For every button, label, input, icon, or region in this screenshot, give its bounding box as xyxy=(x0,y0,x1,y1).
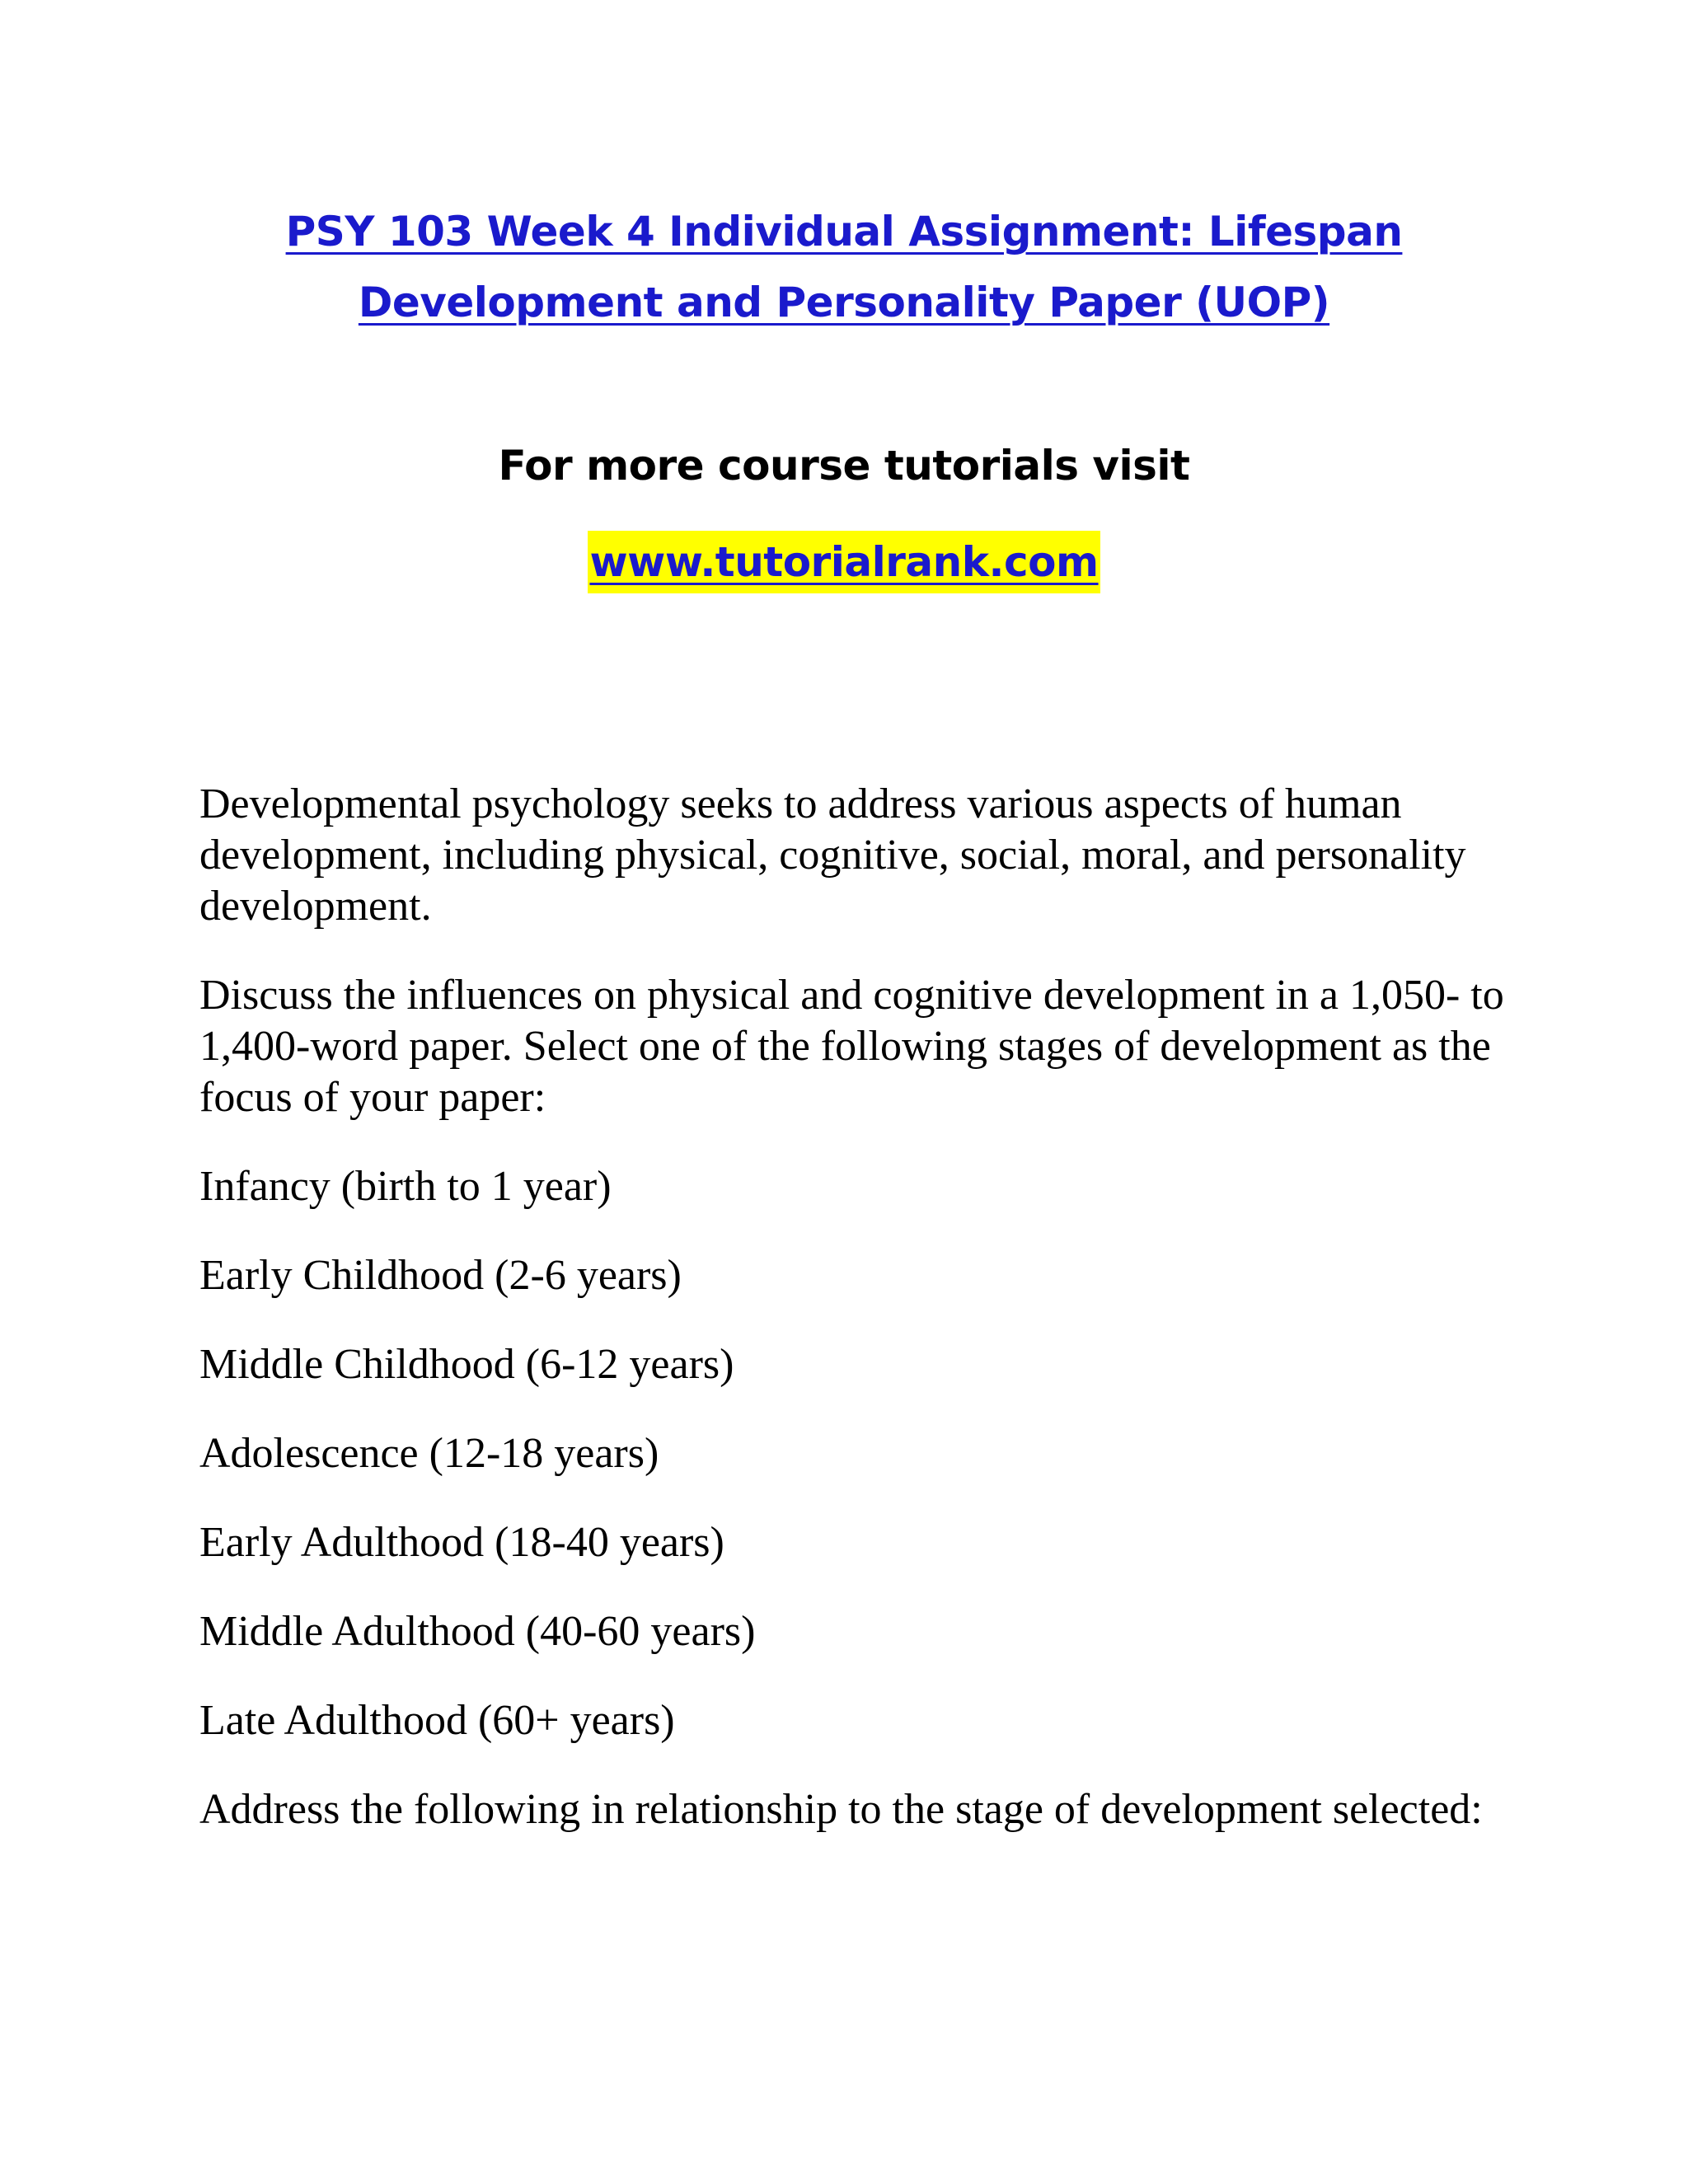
site-link-container xyxy=(0,531,1688,593)
document-body xyxy=(199,779,1518,1873)
address-paragraph: Address the following in relationship to the stage of development selected: xyxy=(199,1786,1483,1833)
stage-item: Early Childhood (2-6 years) xyxy=(199,1252,682,1299)
stage-item: Middle Childhood (6-12 years) xyxy=(199,1341,734,1388)
instructions-paragraph: Discuss the influences on physical and cognitive development in a 1,050- to 1,400-word paper. Select one of the following stages of development as the focus of your paper: xyxy=(199,972,1504,1121)
promo-text: For more course tutorials visit xyxy=(498,442,1190,490)
stage-item: Adolescence (12-18 years) xyxy=(199,1430,659,1477)
title-link-line-1[interactable]: PSY 103 Week 4 Individual Assignment: Lifespan xyxy=(285,208,1403,255)
stage-item: Late Adulthood (60+ years) xyxy=(199,1697,675,1744)
document-title xyxy=(0,196,1688,338)
title-link-line-2[interactable]: Development and Personality Paper (UOP) xyxy=(358,279,1330,326)
site-link[interactable]: www.tutorialrank.com xyxy=(588,531,1100,593)
stage-item: Infancy (birth to 1 year) xyxy=(199,1163,612,1210)
stage-item: Middle Adulthood (40-60 years) xyxy=(199,1608,756,1655)
stage-item: Early Adulthood (18-40 years) xyxy=(199,1519,724,1566)
intro-paragraph: Developmental psychology seeks to address various aspects of human development, including physical, cognitive, social, moral, and personality development. xyxy=(199,780,1466,930)
